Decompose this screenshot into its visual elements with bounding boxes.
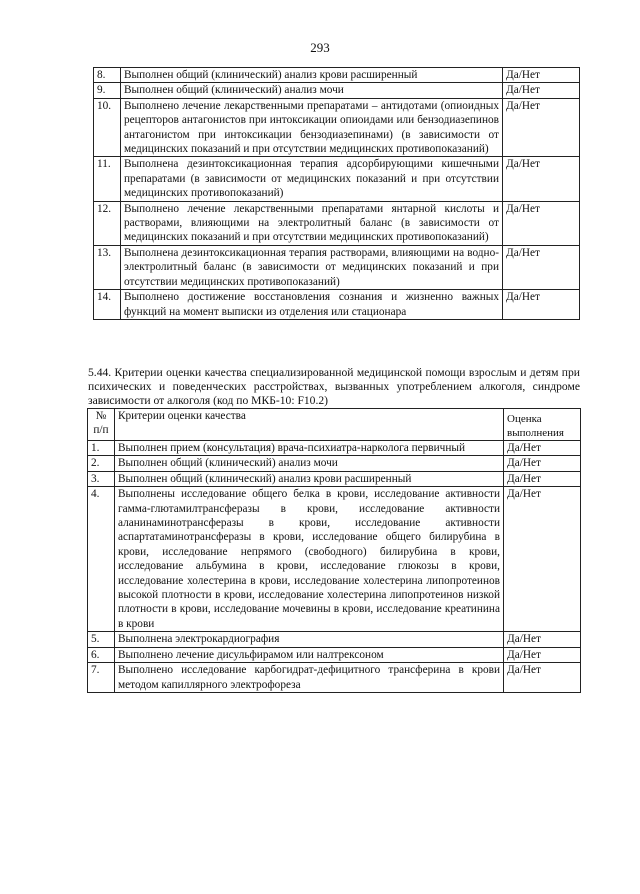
row-criterion: Выполнено лечение лекарственными препаратами янтарной кислоты и растворами, влияющими на электролитный баланс (в зависимости от медицинских показаний и при отсутствии медицинских противопоказаний)	[121, 201, 503, 245]
row-result: Да/Нет	[503, 83, 580, 98]
row-number: 1.	[88, 441, 115, 456]
row-result: Да/Нет	[503, 201, 580, 245]
row-result: Да/Нет	[503, 98, 580, 157]
row-criterion: Выполнена дезинтоксикационная терапия растворами, влияющими на водно-электролитный баланс (в зависимости от медицинских показаний и при отсутствии медицинских противопоказаний)	[121, 245, 503, 289]
row-criterion: Выполнен прием (консультация) врача-психиатра-нарколога первичный	[115, 441, 504, 456]
row-number: 6.	[88, 647, 115, 662]
row-criterion: Выполнено лечение дисульфирамом или налтрексоном	[115, 647, 504, 662]
row-criterion: Выполнено достижение восстановления сознания и жизненно важных функций на момент выписки из отделения или стационара	[121, 290, 503, 320]
row-result: Да/Нет	[504, 487, 581, 632]
row-result: Да/Нет	[503, 245, 580, 289]
section-title: 5.44. Критерии оценки качества специализированной медицинской помощи взрослым и детям при психических и поведенческих расстройствах, вызванных употреблением алкоголя, синдроме зависимости от алкоголя (код по МКБ-10: F10.2)	[88, 366, 580, 407]
row-number: 7.	[88, 663, 115, 693]
row-result: Да/Нет	[504, 471, 581, 486]
row-criterion: Выполнено лечение лекарственными препаратами – антидотами (опиоидных рецепторов антагонистов при интоксикации опиоидами или бензодиазепинов антагонистом при интоксикации бензодиазепинами) (в зависимости от медицинских показаний и при отсутствии медицинских противопоказаний)	[121, 98, 503, 157]
row-result: Да/Нет	[503, 68, 580, 83]
table-row	[94, 201, 580, 245]
row-result: Да/Нет	[504, 663, 581, 693]
row-result: Да/Нет	[503, 290, 580, 320]
row-number: 13.	[94, 245, 121, 289]
row-result: Да/Нет	[504, 456, 581, 471]
row-result: Да/Нет	[504, 647, 581, 662]
row-criterion: Выполнен общий (клинический) анализ крови расширенный	[121, 68, 503, 83]
row-number: 10.	[94, 98, 121, 157]
table-row	[94, 245, 580, 289]
row-criterion: Выполнен общий (клинический) анализ крови расширенный	[115, 471, 504, 486]
table-header-row	[88, 409, 581, 441]
row-criterion: Выполнена дезинтоксикационная терапия адсорбирующими кишечными препаратами (в зависимости от медицинских показаний и при отсутствии медицинских противопоказаний)	[121, 157, 503, 201]
criteria-table-continued	[93, 67, 580, 320]
row-number: 9.	[94, 83, 121, 98]
table-row	[88, 441, 581, 456]
page-number: 293	[310, 40, 330, 55]
row-number: 12.	[94, 201, 121, 245]
row-criterion: Выполнены исследование общего белка в крови, исследование активности гамма-глютамилтрансферазы в крови, исследование активности аланинаминотрансферазы в крови, исследование активности аспартатаминотрансферазы в крови, исследование общего билирубина в крови, исследование непрямого (свободного) билирубина в крови, исследование альбумина в крови, исследование глюкозы в крови, исследование холестерина в крови, исследование холестерина липопротеинов высокой плотности в крови, исследование холестерина липопротеинов низкой плотности в крови, исследование мочевины в крови, исследование креатинина в крови	[115, 487, 504, 632]
row-result: Да/Нет	[504, 632, 581, 647]
table-row	[88, 647, 581, 662]
row-criterion: Выполнен общий (клинический) анализ мочи	[115, 456, 504, 471]
row-number: 4.	[88, 487, 115, 632]
table-row	[88, 663, 581, 693]
row-number: 11.	[94, 157, 121, 201]
header-criteria: Критерии оценки качества	[115, 409, 504, 441]
row-criterion: Выполнено исследование карбогидрат-дефицитного трансферина в крови методом капиллярного электрофореза	[115, 663, 504, 693]
header-num: № п/п	[88, 409, 115, 441]
row-number: 5.	[88, 632, 115, 647]
row-result: Да/Нет	[503, 157, 580, 201]
table-row	[88, 487, 581, 632]
table-row	[94, 290, 580, 320]
row-number: 14.	[94, 290, 121, 320]
table-row	[88, 632, 581, 647]
table-row	[88, 471, 581, 486]
row-number: 2.	[88, 456, 115, 471]
row-number: 8.	[94, 68, 121, 83]
table-row	[88, 456, 581, 471]
row-criterion: Выполнена электрокардиография	[115, 632, 504, 647]
table-row	[94, 68, 580, 83]
header-result: Оценка выполнения	[504, 409, 581, 441]
criteria-table-alcohol	[87, 408, 581, 693]
row-result: Да/Нет	[504, 441, 581, 456]
table-row	[94, 98, 580, 157]
row-number: 3.	[88, 471, 115, 486]
table-row	[94, 157, 580, 201]
table-row	[94, 83, 580, 98]
row-criterion: Выполнен общий (клинический) анализ мочи	[121, 83, 503, 98]
